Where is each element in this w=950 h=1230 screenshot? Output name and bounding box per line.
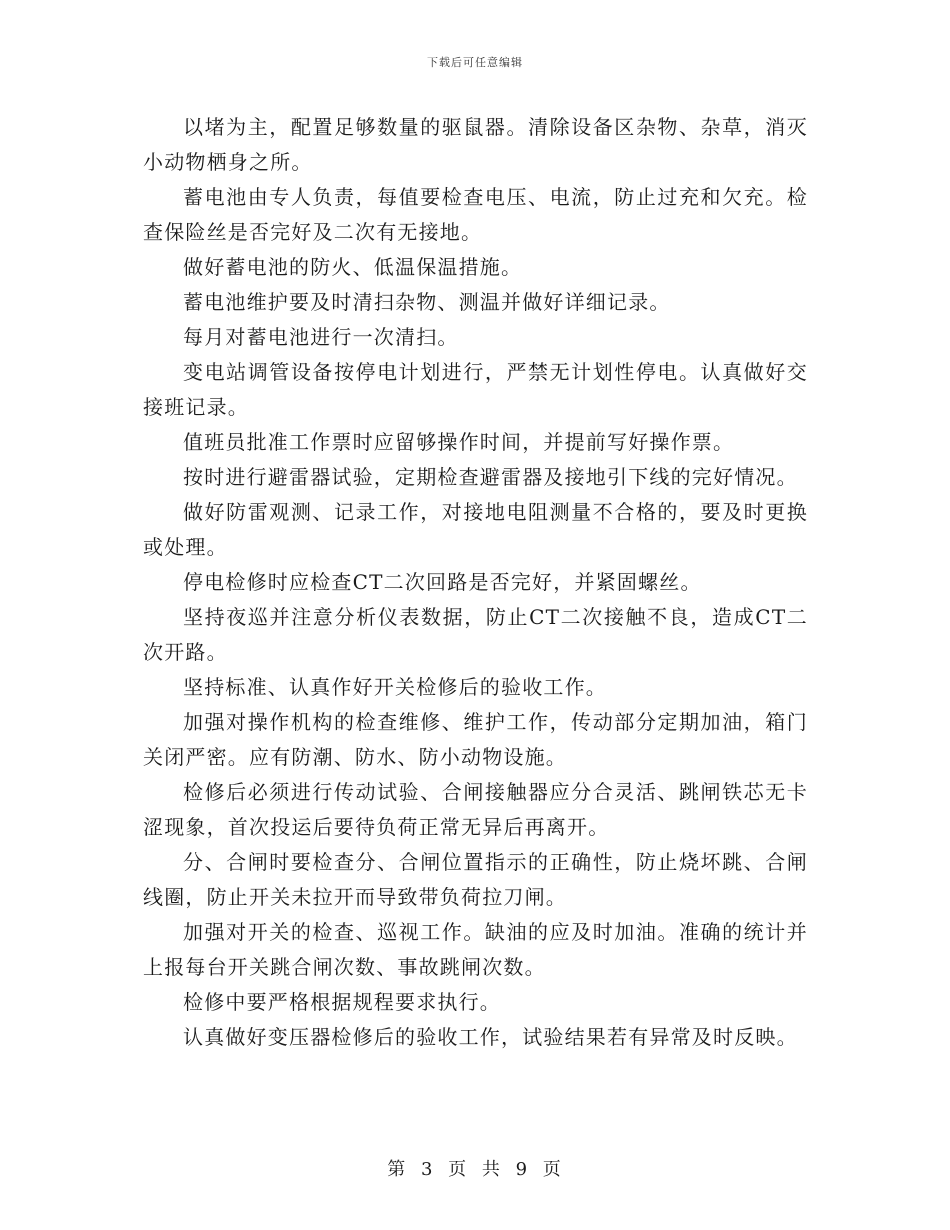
paragraph: 按时进行避雷器试验，定期检查避雷器及接地引下线的完好情况。 [183, 465, 798, 489]
paragraph: 变电站调管设备按停电计划进行，严禁无计划性停电。认真做好交接班记录。 [143, 360, 808, 419]
paragraph: 值班员批准工作票时应留够操作时间，并提前写好操作票。 [183, 430, 735, 454]
paragraph: 加强对操作机构的检查维修、维护工作，传动部分定期加油，箱门关闭严密。应有防潮、防水、防小动物设施。 [143, 710, 808, 769]
document-body [143, 110, 808, 1055]
paragraph: 检修后必须进行传动试验、合闸接触器应分合灵活、跳闸铁芯无卡涩现象，首次投运后要待负荷正常无异后再离开。 [143, 780, 808, 839]
paragraph: 坚持标准、认真作好开关检修后的验收工作。 [183, 675, 607, 699]
page-header: 下载后可任意编辑 [427, 56, 523, 69]
paragraph: 做好蓄电池的防火、低温保温措施。 [183, 255, 523, 279]
paragraph: 加强对开关的检查、巡视工作。缺油的应及时加油。准确的统计并上报每台开关跳合闸次数、事故跳闸次数。 [143, 920, 808, 979]
paragraph: 蓄电池维护要及时清扫杂物、测温并做好详细记录。 [183, 290, 671, 314]
paragraph: 每月对蓄电池进行一次清扫。 [183, 325, 459, 349]
paragraph: 以堵为主，配置足够数量的驱鼠器。清除设备区杂物、杂草，消灭小动物栖身之所。 [143, 115, 808, 174]
paragraph: 分、合闸时要检查分、合闸位置指示的正确性，防止烧坏跳、合闸线圈，防止开关未拉开而导致带负荷拉刀闸。 [143, 850, 808, 909]
paragraph: 做好防雷观测、记录工作，对接地电阻测量不合格的，要及时更换或处理。 [143, 500, 808, 559]
paragraph: 坚持夜巡并注意分析仪表数据，防止CT二次接触不良，造成CT二次开路。 [143, 605, 808, 664]
page-number-footer: 第 3 页 共 9 页 [387, 1159, 563, 1180]
paragraph: 停电检修时应检查CT二次回路是否完好，并紧固螺丝。 [183, 570, 702, 594]
paragraph: 认真做好变压器检修后的验收工作，试验结果若有异常及时反映。 [183, 1025, 798, 1049]
paragraph: 蓄电池由专人负责，每值要检查电压、电流，防止过充和欠充。检查保险丝是否完好及二次有无接地。 [143, 185, 808, 244]
paragraph: 检修中要严格根据规程要求执行。 [183, 990, 501, 1014]
